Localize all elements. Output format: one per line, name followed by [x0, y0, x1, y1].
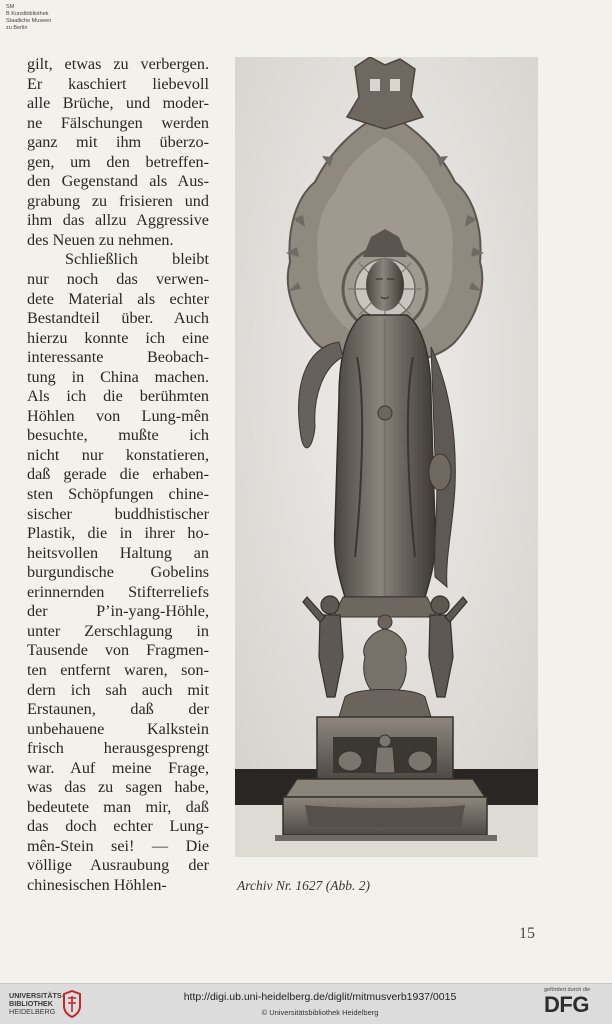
text-line: heitsvollen Haltung an — [27, 543, 209, 562]
university-name-line: HEIDELBERG — [9, 1007, 56, 1016]
text-line: alle Brüche, und moder- — [27, 94, 209, 113]
text-line: nicht nur konstatieren, — [27, 445, 209, 464]
text-line: nur noch das verwen- — [27, 270, 209, 289]
dfg-logo: DFG — [544, 992, 589, 1017]
text-line: frisch herausgesprengt — [27, 739, 209, 758]
text-line: daß gerade die erhaben- — [27, 465, 209, 484]
footer-bar — [0, 983, 612, 1024]
library-stamp-line: zu Berlin — [6, 25, 28, 31]
university-name-line: BIBLIOTHEK — [9, 999, 53, 1008]
text-line: Höhlen von Lung-mên — [27, 406, 209, 425]
library-stamp-line: B Kunstbibliothek — [6, 11, 49, 17]
text-line: gilt, etwas zu verbergen. — [27, 55, 209, 73]
text-line: chinesischen Höhlen- — [27, 875, 167, 894]
text-line: grabung zu frisieren und — [27, 191, 209, 210]
text-line: Plastik, die in ihrer ho- — [27, 524, 209, 543]
text-line: tung in China machen. — [27, 367, 209, 386]
text-line: der P’in-yang-Höhle, — [27, 602, 209, 621]
text-line: was das zu sagen habe, — [27, 778, 209, 797]
university-logo[interactable] — [9, 992, 64, 1016]
body-text-column — [27, 55, 209, 896]
dfg-sponsor-block[interactable] — [544, 987, 606, 1017]
text-line: unbehauene Kalkstein — [27, 719, 209, 738]
text-line: bedeutete man mir, daß — [27, 797, 209, 816]
statue-photograph — [235, 57, 538, 857]
text-line: burgundische Gobelins — [27, 563, 209, 582]
text-line: Erstaunen, daß der — [27, 700, 209, 719]
figure-caption: Archiv Nr. 1627 (Abb. 2) — [237, 878, 370, 893]
text-line: sten Schöpfungen chine- — [27, 485, 209, 504]
page-number: 15 — [519, 925, 535, 942]
text-line: Er kaschiert liebevoll — [27, 74, 209, 93]
text-line: gen, um den betreffen- — [27, 152, 209, 171]
text-line: ihm das allzu Aggressive — [27, 211, 209, 230]
university-seal-icon — [61, 990, 83, 1018]
text-line: sischer buddhistischer — [27, 504, 209, 523]
library-stamp — [6, 4, 51, 32]
text-line: Bestandteil über. Auch — [27, 309, 209, 328]
text-line: war. Auf meine Frage, — [27, 758, 209, 777]
text-line: ganz mit ihm überzo- — [27, 133, 209, 152]
library-stamp-line: SM — [6, 4, 15, 10]
text-line: erinnernden Stifterreliefs — [27, 582, 209, 601]
text-line: Tausende von Fragmen- — [27, 641, 209, 660]
text-line: dete Material als echter — [27, 289, 209, 308]
bronze-bodhisattva-statue-image — [235, 57, 538, 857]
text-line: ten entfernt waren, son- — [27, 660, 209, 679]
text-line: unter Zerschlagung in — [27, 621, 209, 640]
text-line: den Gegenstand als Aus- — [27, 172, 209, 191]
text-line: dern ich sah auch mit — [27, 680, 209, 699]
university-name-line: UNIVERSITÄTS- — [9, 991, 65, 1000]
text-line: besuchte, mußte ich — [27, 426, 209, 445]
text-line: interessante Beobach- — [27, 348, 209, 367]
copyright-notice: © Universitätsbibliothek Heidelberg — [261, 1008, 379, 1017]
text-line: Als ich die berühmten — [27, 387, 209, 406]
text-line: ne Fälschungen werden — [27, 113, 209, 132]
text-line: mên-Stein sei! — Die — [27, 836, 209, 855]
text-line: des Neuen zu nehmen. — [27, 230, 174, 249]
library-stamp-line: Staatliche Museen — [6, 18, 52, 24]
sponsor-label: gefördert durch die — [544, 987, 591, 993]
text-line: Schließlich bleibt — [65, 250, 209, 269]
document-url-link[interactable]: http://digi.ub.uni-heidelberg.de/diglit/mitmusverb1937/0015 — [183, 991, 457, 1003]
text-line: hierzu konnte ich eine — [27, 328, 209, 347]
text-line: das doch echter Lung- — [27, 817, 209, 836]
text-line: völlige Ausraubung der — [27, 856, 209, 875]
